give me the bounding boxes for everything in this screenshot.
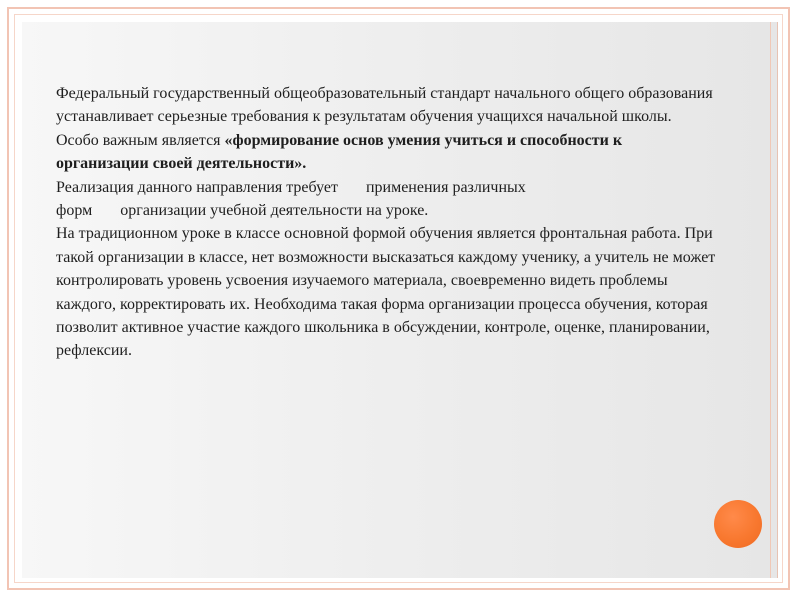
implementation-line1-a: Реализация данного направления требует: [56, 178, 338, 196]
paragraph-implementation: [56, 176, 716, 223]
slide-body-text: [56, 82, 716, 363]
accent-circle: [714, 500, 762, 548]
paragraph-emphasis-bold: «формирование основ умения учиться и способности к организации своей деятельности».: [56, 131, 623, 173]
implementation-line1-b: применения различных: [365, 178, 526, 196]
paragraph-emphasis: [56, 129, 716, 176]
implementation-line2-a: форм: [56, 202, 93, 220]
paragraph-standard: Федеральный государственный общеобразовательный стандарт начального общего образования устанавливает серьезные требования к результатам обучения учащихся начальной школы.: [56, 85, 713, 126]
paragraph-traditional-lesson: На традиционном уроке в классе основной формой обучения является фронтальная работа. При такой организации в классе, нет возможности высказаться каждому ученику, а учитель не может контролировать уровень усвоения изучаемого материала, своевременно видеть проблемы каждого, корректировать их. Необходима такая форма организации процесса обучения, которая позволит активное участие каждого школьника в обсуждении, контроле, оценке, планировании, рефлексии.: [56, 225, 716, 360]
implementation-line2-b: организации учебной деятельности на уроке.: [120, 202, 429, 220]
paragraph-emphasis-lead: Особо важным является: [56, 131, 225, 149]
right-rule: [770, 22, 771, 578]
